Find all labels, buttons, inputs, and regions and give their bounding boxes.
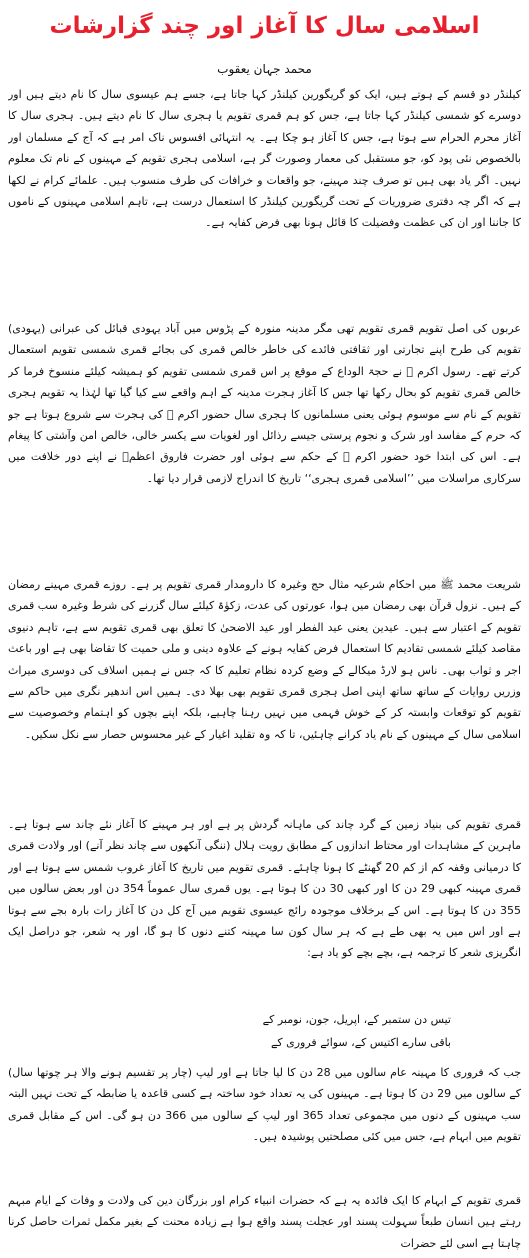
paragraph: قمری تقویم کے ابہام کا ایک فائدہ یہ ہے کہ حضرات انبیاء کرام اور بزرگان دین کی ولادت و وفات کے ایام مبہم رہتے ہیں انسان طبعاً سہولت پسند اور عجلت پسند واقع ہوا ہے زیادہ محنت کے بغیر مکمل ثمرات حاصل کرنا چاہتا ہے اسی لئے حضرات bbox=[8, 1194, 521, 1250]
paragraph: کیلنڈر دو قسم کے ہوتے ہیں، ایک کو گریگورین کیلنڈر کہا جاتا ہے، جسے ہم عیسوی سال کا نام دیتے ہیں اور دوسرے کو شمسی کیلنڈر کہا جاتا ہے، جس کو ہم قمری تقویم یا ہجری سال کا نام دیتے ہیں۔ ہجری سال کا آغاز محرم الحرام سے ہوتا ہے، جس کا آغاز ہو چکا ہے۔ یہ انتہائی افسوس ناک امر ہے کہ آج کے مسلمان اور بالخصوص نئی پود کو، جو مستقبل کی معمار وصورت گر ہے، اسلامی ہجری تقویم کے مہینوں کے نام تک معلوم نہیں۔ اگر یاد بھی ہیں تو صرف چند مہینے، جو واقعات و خرافات کی طرف منسوب ہیں۔ علمائے کرام نے لکھا ہے کہ اگر چہ دفتری ضروریات کے تحت گریگورین کیلنڈر کا استعمال درست ہے، تاہم اسلامی مہینوں کے ناموں کا جاننا اور ان کی عظمت وفضیلت کا قائل ہونا بھی فرض کفایہ ہے۔ bbox=[8, 88, 521, 230]
verse-line: تیس دن ستمبر کے، اپریل، جون، نومبر کے bbox=[262, 1013, 451, 1026]
paragraph: قمری تقویم کی بنیاد زمین کے گرد چاند کی ماہانہ گردش پر ہے اور ہر مہینے کا آغاز نئے چاند سے ہوتا ہے۔ ماہرین کے مشاہدات اور محتاط اندازوں کے مطابق رویت ہلال (ننگی آنکھوں سے چاند نظر آنے) اور ولادت قمری کا درمیانی وقفہ کم از کم 20 گھنٹے کا ہونا چاہئے۔ قمری تقویم میں تاریخ کا آغاز غروب شمس سے ہوتا ہے اور قمری مہینہ کبھی 29 دن کا اور کبھی 30 دن کا ہوتا ہے۔ یوں قمری سال عموماً 354 دن اور بعض سالوں میں 355 دن کا ہوتا ہے۔ اس کے برخلاف موجودہ رائج عیسوی تقویم میں آج کل دن کا آغاز رات بارہ بجے سے ہوتا ہے اور اس میں یہ بھی طے ہے کہ ہر سال کون سا مہینہ کتنے دنوں کا ہو گا، اور یہ شعر، جو دراصل ایک انگریزی شعر کا ترجمہ ہے، بچے بچے کو یاد ہے: bbox=[8, 818, 521, 960]
author-name: محمد جہان یعقوب bbox=[217, 62, 312, 76]
poem-verse bbox=[8, 1008, 521, 1054]
paragraph: جب کہ فروری کا مہینہ عام سالوں میں 28 دن کا لیا جاتا ہے اور لیپ (چار پر تقسیم ہونے والا ہر چوتھا سال) کے سالوں میں 29 دن کا ہوتا ہے۔ مہینوں کی یہ تعداد خود ساختہ ہے کسی قاعدہ یا ضابطہ کے تحت نہیں البتہ سب مہینوں کے دنوں میں مجموعی تعداد 365 اور لیپ کے سالوں میں 366 دن ہو گی۔ اس کے مقابل قمری تقویم میں ابہام ہے، جس میں کئی مصلحتیں پوشیدہ ہیں۔ bbox=[8, 1066, 521, 1144]
article-title: اسلامی سال کا آغاز اور چند گزارشات bbox=[49, 13, 480, 39]
paragraph: شریعت محمد ﷺ میں احکام شرعیہ مثال حج وغیرہ کا دارومدار قمری تقویم پر ہے۔ روزے قمری مہینے رمضان کے ہیں۔ نزول قرآن بھی رمضان میں ہوا، عورتوں کی عدت، زکوٰۃ کیلئے سال گزرنے کی شرط وغیرہ سب قمری تقویم کے اعتبار سے ہیں۔ عیدین یعنی عید الفطر اور عید الاضحیٰ کا تعلق بھی قمری تقویم سے ہے، تاہم دنیوی مقاصد کیلئے شمسی تقادیم کا استعمال فرض کفایہ ہونے کے علاوہ دینی و ملی حمیت کا تقاضا بھی ہے اور باعث اجر و ثواب بھی۔ ناس ہو لارڈ میکالے کے وضع کردہ نظام تعلیم کا کہ جس نے ہمیں اسلاف کی دوسری میراث وزریں روایات کے ساتھ ساتھ اپنی اصل ہجری قمری تقویم بھی بھلا دی۔ ہمیں اس اندھیر نگری میں حاکم سے تقویم کو توقعات وابستہ کر کے خوش فہمی میں نہیں رہنا چاہیے، بلکہ اپنے بچوں کو اہتمام وخصوصیت سے اسلامی سال کے مہینوں کے نام یاد کرانے چاہئیں، تا کہ وہ تقلید اغیار کے غیر محسوس حصار سے نکل سکیں۔ bbox=[8, 578, 521, 741]
paragraph: عربوں کی اصل تقویم قمری تقویم تھی مگر مدینہ منورہ کے پڑوس میں آباد یہودی قبائل کی عبرانی (یہودی) تقویم کی طرح اپنے تجارتی اور ثقافتی فائدے کی خاطر خالص قمری کی بجائے قمری شمسی تقویم استعمال کرتے تھے۔ رسول اکرم ﷺ نے حجۃ الوداع کے موقع پر اس قمری شمسی تقویم کو ہمیشہ کیلئے منسوخ فرما کر خالص قمری تقویم کو بحال رکھا تھا جس کا آغاز ہجرت مدینہ کے اہم واقعے سے کیا گیا تھا لہٰذا یہ تقویم ہجری تقویم کے نام سے موسوم ہوئی یعنی مسلمانوں کا ہجری سال حضور اکرم ﷺ کی ہجرت سے شروع ہوتا ہے جو کہ حرم کے مفاسد اور شرک و نجوم پرستی جیسے رذائل اور لغویات سے یکسر خالی، خالص امن وآشتی کا پیغام ہے۔ اس کی ابتدا خود حضور اکرم ﷺ کے حکم سے ہوئی اور حضرت فاروق اعظمؓ نے اپنے دور خلافت میں سرکاری مراسلات میں ’’اسلامی قمری ہجری‘‘ تاریخ کا اندراج لازمی قرار دیا تھا۔ bbox=[8, 322, 521, 485]
verse-line: باقی سارے اکتیس کے، سوائے فروری کے bbox=[270, 1036, 451, 1049]
